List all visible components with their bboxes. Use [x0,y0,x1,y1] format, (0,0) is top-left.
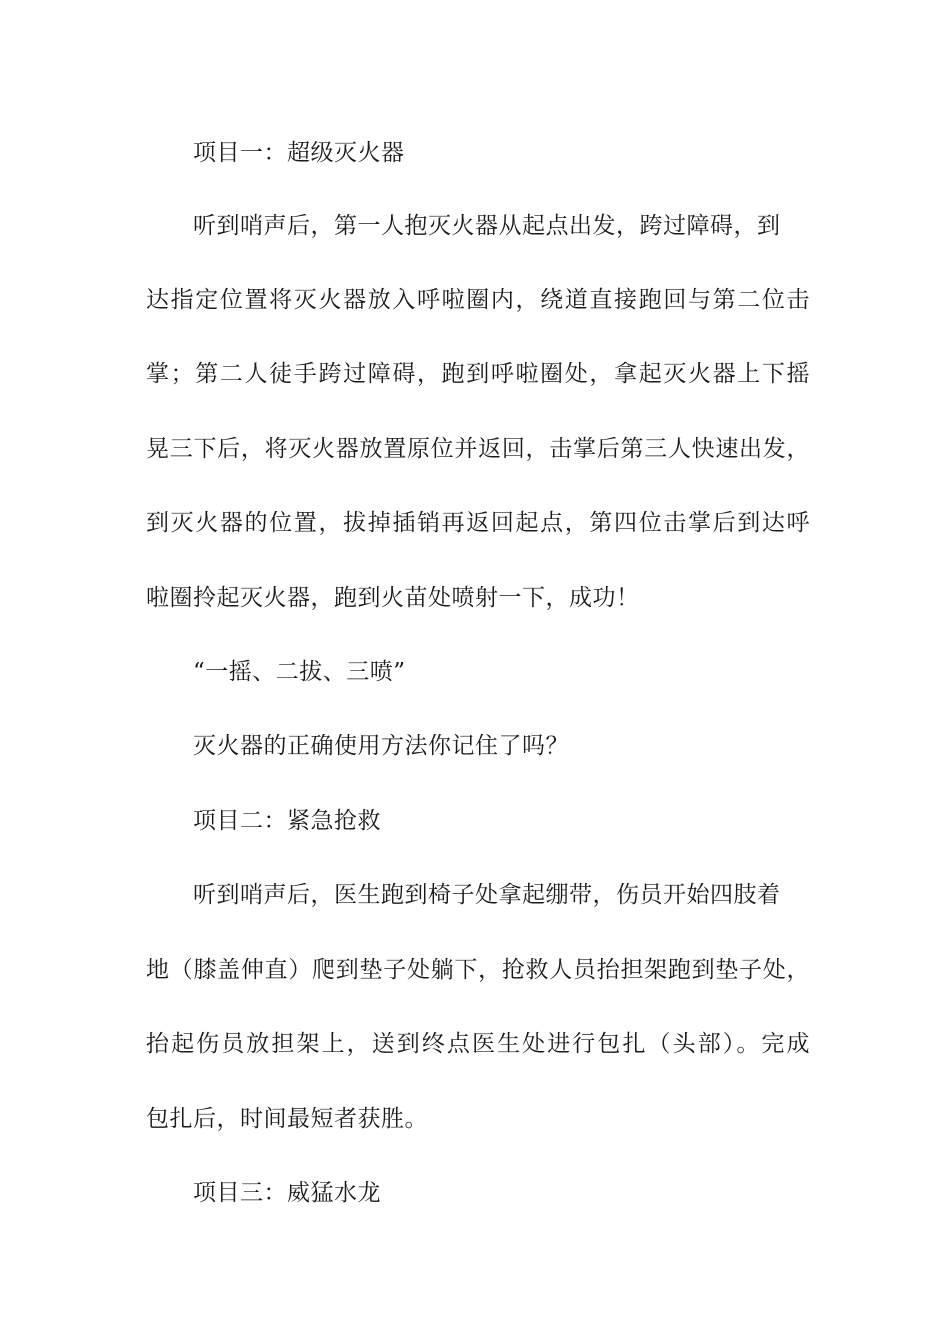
paragraph-1-line-3: 掌；第二人徒手跨过障碍，跑到呼啦圈处，拿起灭火器上下摇 [146,361,810,387]
section-heading-2: 项目二：紧急抢救 [193,808,381,834]
paragraph-1-line-1: 听到哨声后，第一人抱灭火器从起点出发，跨过障碍，到 [193,213,781,239]
question-line: 灭火器的正确使用方法你记住了吗？ [193,733,569,759]
paragraph-2-line-1: 听到哨声后，医生跑到椅子处拿起绷带，伤员开始四肢着 [193,882,781,908]
section-heading-1: 项目一：超级灭火器 [193,140,405,166]
slogan-line: “一摇、二拔、三喷” [193,659,406,685]
paragraph-2-line-3: 抬起伤员放担架上，送到终点医生处进行包扎（头部）。完成 [146,1031,810,1057]
paragraph-1-line-5: 到灭火器的位置，拔掉插销再返回起点，第四位击掌后到达呼 [146,510,810,536]
paragraph-1-line-2: 达指定位置将灭火器放入呼啦圈内，绕道直接跑回与第二位击 [146,287,810,313]
paragraph-1-line-4: 晃三下后，将灭火器放置原位并返回，击掌后第三人快速出发， [146,436,810,462]
paragraph-1-line-6: 啦圈拎起灭火器，跑到火苗处喷射一下，成功！ [146,585,640,611]
section-heading-3: 项目三：威猛水龙 [193,1180,381,1206]
paragraph-2-line-4: 包扎后，时间最短者获胜。 [146,1106,428,1132]
paragraph-2-line-2: 地（膝盖伸直）爬到垫子处躺下，抢救人员抬担架跑到垫子处， [146,957,810,983]
